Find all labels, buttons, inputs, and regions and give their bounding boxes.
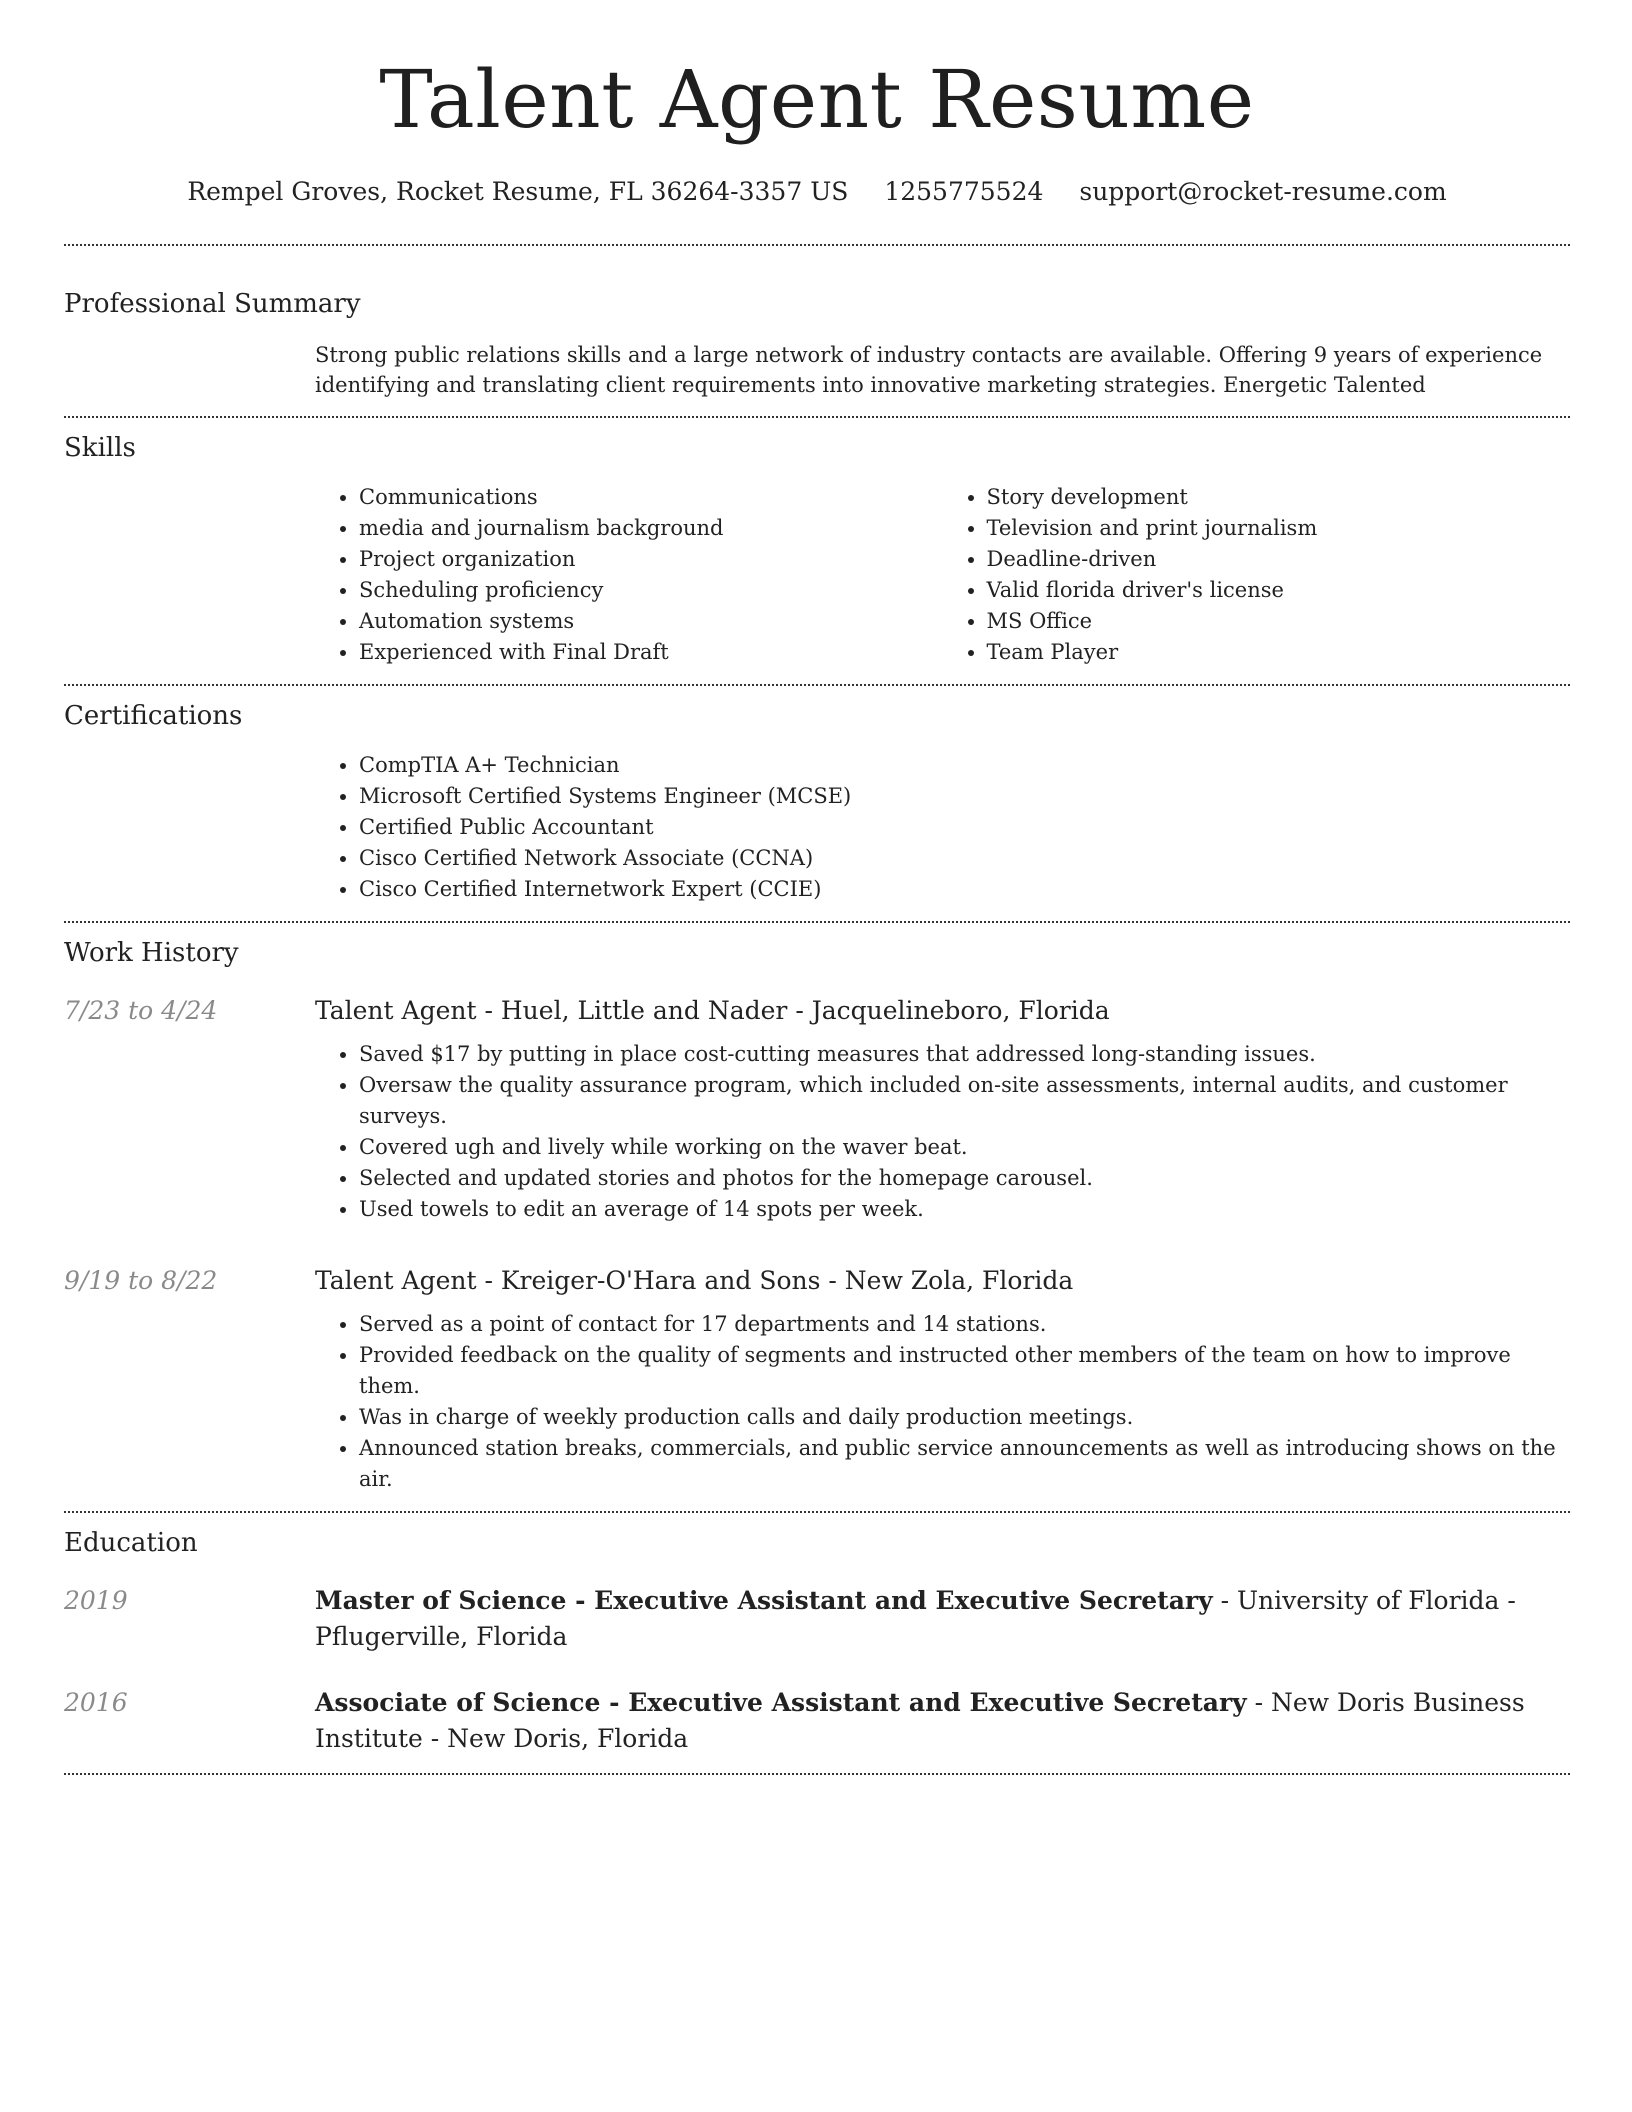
job-bullet: • Used towels to edit an average of 14 spots per week. (359, 1194, 1570, 1225)
work-heading: Work History (64, 938, 239, 968)
certifications-section (64, 686, 1570, 905)
contact-line (64, 174, 1570, 210)
skill-item: • Automation systems (359, 606, 943, 637)
education-degree: Master of Science - Executive Assistant and Executive Secretary (315, 1586, 1213, 1615)
skill-item: • Experienced with Final Draft (359, 637, 943, 668)
education-entry (64, 1583, 1570, 1655)
job-title (315, 1263, 1570, 1299)
education-year: 2016 (64, 1688, 128, 1717)
skill-item: • Project organization (359, 544, 943, 575)
divider (64, 1773, 1570, 1775)
contact-phone: 1255775524 (884, 177, 1044, 206)
education-title (315, 1583, 1570, 1655)
job-bullet: • Announced station breaks, commercials, and public service announcements as well as introducing shows on the air. (359, 1433, 1570, 1495)
education-degree: Associate of Science - Executive Assistant and Executive Secretary (315, 1688, 1247, 1717)
job-bullets (315, 1039, 1570, 1225)
education-year: 2019 (64, 1586, 128, 1615)
contact-email: support@rocket-resume.com (1079, 177, 1447, 206)
job-bullets (315, 1309, 1570, 1495)
resume-title: Talent Agent Resume (379, 53, 1255, 146)
summary-heading: Professional Summary (64, 289, 361, 319)
work-section (64, 923, 1570, 1495)
education-school: - University of Florida - Pflugerville, Florida (315, 1586, 1516, 1651)
certifications-heading: Certifications (64, 701, 243, 731)
education-title (315, 1685, 1570, 1757)
job-dates: 9/19 to 8/22 (64, 1266, 218, 1295)
skill-item: • Team Player (987, 637, 1571, 668)
education-section (64, 1513, 1570, 1757)
job-title (315, 993, 1570, 1029)
skill-item: • Scheduling proficiency (359, 575, 943, 606)
skill-item: • MS Office (987, 606, 1571, 637)
certification-item: • Cisco Certified Network Associate (CCNA) (359, 843, 1570, 874)
job-bullet: • Covered ugh and lively while working on the waver beat. (359, 1132, 1570, 1163)
job-bullet: • Was in charge of weekly production calls and daily production meetings. (359, 1402, 1570, 1433)
job-bullet: • Saved $17 by putting in place cost-cutting measures that addressed long-standing issues. (359, 1039, 1570, 1070)
job-bullet: • Oversaw the quality assurance program, which included on-site assessments, internal audits, and customer surveys. (359, 1070, 1570, 1132)
certification-item: • Certified Public Accountant (359, 812, 1570, 843)
job-role: Talent Agent (315, 996, 477, 1025)
summary-text: Strong public relations skills and a large network of industry contacts are available. Offering 9 years of experience identifying and translating client requirements into innovative marketing strategies. Energetic Talented (315, 343, 1543, 397)
certification-item: • CompTIA A+ Technician (359, 750, 1570, 781)
job-bullet: • Selected and updated stories and photos for the homepage carousel. (359, 1163, 1570, 1194)
skill-item: • Story development (987, 482, 1571, 513)
certifications-list (315, 750, 1570, 905)
skills-list-left (315, 482, 943, 668)
education-school: - New Doris Business Institute - New Doris, Florida (315, 1688, 1525, 1753)
job-employer: - Kreiger-O'Hara and Sons - New Zola, Florida (476, 1266, 1074, 1295)
resume-page (64, 0, 1570, 1775)
skill-item: • Television and print journalism (987, 513, 1571, 544)
skill-item: • Valid florida driver's license (987, 575, 1571, 606)
job-dates: 7/23 to 4/24 (64, 996, 218, 1025)
skills-section (64, 418, 1570, 668)
education-heading: Education (64, 1528, 198, 1558)
job-bullet: • Provided feedback on the quality of segments and instructed other members of the team on how to improve them. (359, 1340, 1570, 1402)
skills-columns (315, 482, 1570, 668)
certification-item: • Cisco Certified Internetwork Expert (CCIE) (359, 874, 1570, 905)
skill-item: • media and journalism background (359, 513, 943, 544)
job-role: Talent Agent (315, 1266, 477, 1295)
contact-address: Rempel Groves, Rocket Resume, FL 36264-3357 US (187, 177, 849, 206)
certification-item: • Microsoft Certified Systems Engineer (MCSE) (359, 781, 1570, 812)
job-employer: - Huel, Little and Nader - Jacquelineboro, Florida (476, 996, 1110, 1025)
job-entry (64, 993, 1570, 1225)
job-bullet: • Served as a point of contact for 17 departments and 14 stations. (359, 1309, 1570, 1340)
skill-item: • Communications (359, 482, 943, 513)
job-entry (64, 1263, 1570, 1495)
skill-item: • Deadline-driven (987, 544, 1571, 575)
summary-section (64, 246, 1570, 400)
education-entry (64, 1685, 1570, 1757)
skills-list-right (943, 482, 1571, 668)
skills-heading: Skills (64, 433, 136, 463)
